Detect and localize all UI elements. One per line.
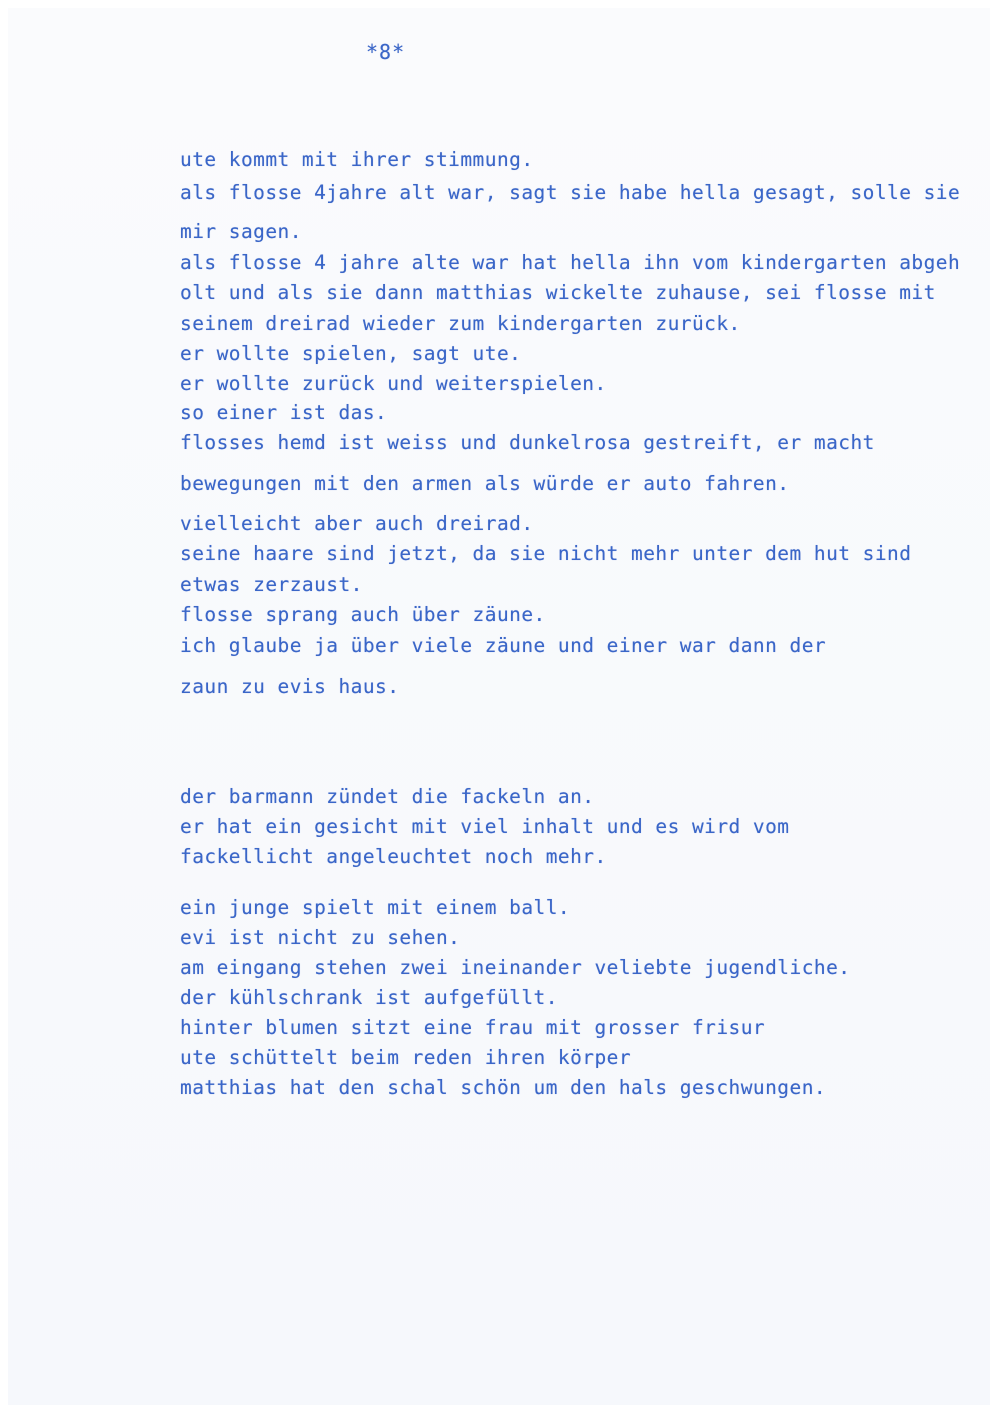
text-line: so einer ist das.	[180, 401, 388, 424]
text-line: fackellicht angeleuchtet noch mehr.	[180, 845, 607, 868]
text-line: ute schüttelt beim reden ihren körper	[180, 1046, 632, 1069]
text-line: vielleicht aber auch dreirad.	[180, 512, 534, 535]
text-line: zaun zu evis haus.	[180, 675, 400, 698]
text-line: am eingang stehen zwei ineinander veliebte jugendliche.	[180, 956, 851, 979]
text-line: der barmann zündet die fackeln an.	[180, 785, 595, 808]
text-line: flosses hemd ist weiss und dunkelrosa gestreift, er macht	[180, 431, 875, 454]
text-line: als flosse 4jahre alt war, sagt sie habe hella gesagt, solle sie	[180, 181, 961, 204]
text-line: olt und als sie dann matthias wickelte zuhause, sei flosse mit	[180, 281, 936, 304]
text-line: evi ist nicht zu sehen.	[180, 926, 461, 949]
text-line: hinter blumen sitzt eine frau mit grosser frisur	[180, 1016, 766, 1039]
text-line: matthias hat den schal schön um den hals geschwungen.	[180, 1076, 827, 1099]
text-line: flosse sprang auch über zäune.	[180, 603, 546, 626]
paper-sheet	[8, 8, 990, 1405]
text-line: mir sagen.	[180, 220, 302, 243]
text-line: seine haare sind jetzt, da sie nicht mehr unter dem hut sind	[180, 542, 912, 565]
text-line: bewegungen mit den armen als würde er auto fahren.	[180, 472, 790, 495]
text-line: er hat ein gesicht mit viel inhalt und es wird vom	[180, 815, 790, 838]
text-line: er wollte zurück und weiterspielen.	[180, 372, 607, 395]
text-line: ute kommt mit ihrer stimmung.	[180, 148, 534, 171]
text-line: etwas zerzaust.	[180, 573, 363, 596]
text-line: ein junge spielt mit einem ball.	[180, 896, 571, 919]
text-line: als flosse 4 jahre alte war hat hella ihn vom kindergarten abgeh	[180, 251, 961, 274]
text-line: ich glaube ja über viele zäune und einer war dann der	[180, 634, 827, 657]
text-line: der kühlschrank ist aufgefüllt.	[180, 986, 558, 1009]
page-number: *8*	[366, 40, 406, 64]
text-line: er wollte spielen, sagt ute.	[180, 342, 522, 365]
text-line: seinem dreirad wieder zum kindergarten zurück.	[180, 312, 741, 335]
